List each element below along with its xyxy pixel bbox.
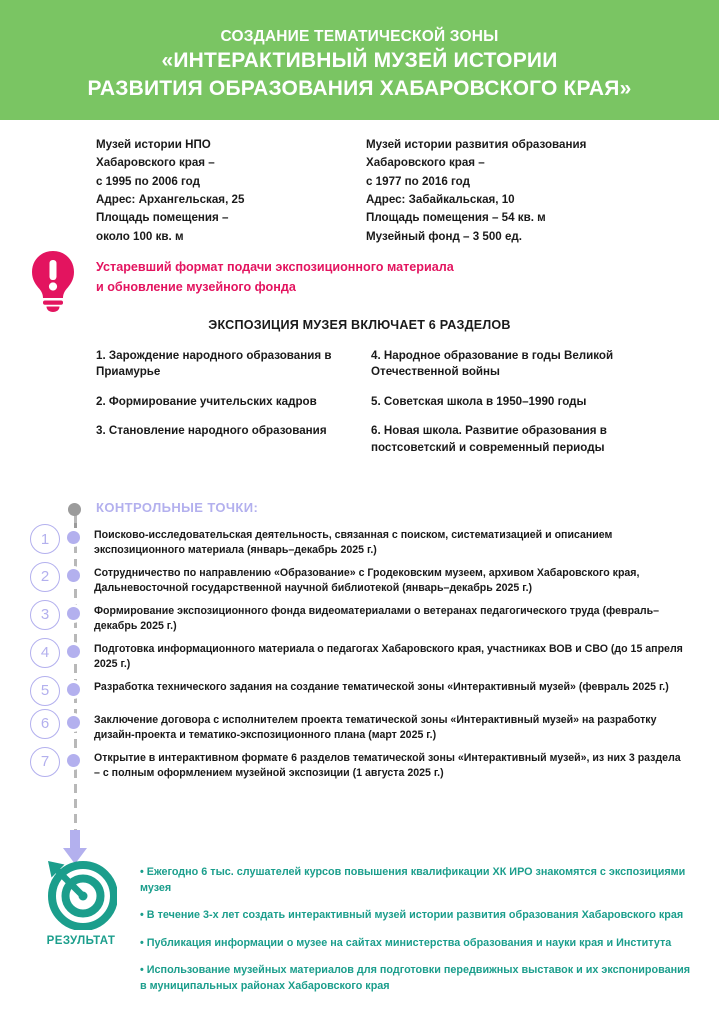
timeline-item [30,680,690,706]
timeline-item [30,713,690,744]
timeline-item-text: Подготовка информационного материала о педагогах Хабаровского края, участниках ВОВ и СВО (до 15 апреля 2025 г.) [94,642,683,671]
exposition-item: 2. Формирование учительских кадров [96,394,317,408]
timeline-item-text: Разработка технического задания на создание тематической зоны «Интерактивный музей» (февраль 2025 г.) [94,680,669,693]
timeline-dot-icon [67,569,80,582]
timeline-dot-icon [67,645,80,658]
timeline-header-row [30,500,690,528]
result-item: • В течение 3-х лет создать интерактивный музей истории развития образования Хабаровского края [140,909,684,922]
museum-info-section [96,136,676,246]
timeline-number-badge: 2 [30,562,60,592]
timeline-number-badge: 1 [30,524,60,554]
timeline-dot-icon [67,607,80,620]
timeline-item-text: Поисково-исследовательская деятельность, связанная с поиском, систематизацией и описанием экспозиционного материала (январь–декабрь 2025 г.) [94,529,613,557]
timeline-item-text: Заключение договора с исполнителем проекта тематической зоны «Интерактивный музей» на разработку дизайн-проекта и тематико-экспозиционного плана (март 2025 г.) [94,713,657,742]
exposition-item: 5. Советская школа в 1950–1990 годы [371,394,587,408]
museum-left-line-3: с 1995 по 2006 год [96,174,200,188]
result-item: • Ежегодно 6 тыс. слушателей курсов повышения квалификации ХК ИРО знакомятся с экспозициями музея [140,866,686,895]
timeline-item [30,642,690,673]
museum-right-line-3: с 1977 по 2016 год [366,174,470,188]
timeline-number-badge: 4 [30,638,60,668]
timeline-item [30,751,690,782]
timeline-item-text: Сотрудничество по направлению «Образование» с Гродековским музеем, архивом Хабаровского края, Дальневосточной государственной научной библиотекой (январь–декабрь 2025 г.) [94,566,640,595]
header-title-line-1: СОЗДАНИЕ ТЕМАТИЧЕСКОЙ ЗОНЫ [220,28,499,46]
timeline-item [30,528,690,559]
problem-line-2: и обновление музейного фонда [96,279,296,294]
exposition-sections-list [96,348,676,456]
header-title-line-3: РАЗВИТИЯ ОБРАЗОВАНИЯ ХАБАРОВСКОГО КРАЯ» [87,77,632,101]
museum-left-line-1: Музей истории НПО [96,138,211,151]
result-item: • Использование музейных материалов для подготовки передвижных выставок и их экспонирования в муниципальных районах Хабаровского края [140,963,691,992]
museum-left-line-5: Площадь помещения – [96,211,229,225]
result-label: РЕЗУЛЬТАТ [46,935,116,947]
result-item: • Публикация информации о музее на сайтах министерства образования и науки края и Института [140,936,672,949]
problem-line-1: Устаревший формат подачи экспозиционного материала [96,260,454,274]
result-items-list [140,864,696,994]
museum-left-line-6: около 100 кв. м [96,229,184,243]
timeline-dot-icon [67,531,80,544]
result-icon-group [26,858,136,947]
exposition-item: 6. Новая школа. Развитие образования в постсоветский и современный периоды [371,424,607,454]
timeline-number-badge: 3 [30,600,60,630]
exposition-column-right [371,348,676,456]
museum-info-column-left [96,136,366,246]
timeline-dot-icon [67,716,80,729]
museum-right-line-5: Площадь помещения – 54 кв. м [366,211,546,225]
timeline-spine-dashed [74,514,77,834]
timeline-item [30,604,690,635]
control-points-timeline [30,500,690,788]
exposition-item: 3. Становление народного образования [96,424,327,438]
museum-info-column-right [366,136,676,246]
timeline-item [30,566,690,597]
museum-left-line-2: Хабаровского края – [96,156,215,170]
timeline-number-badge: 7 [30,747,60,777]
exposition-item: 1. Зарождение народного образования в Приамурье [96,349,332,379]
museum-left-line-4: Адрес: Архангельская, 25 [96,192,245,206]
museum-right-line-6: Музейный фонд – 3 500 ед. [366,229,522,243]
problem-statement-block [30,248,670,312]
museum-right-line-2: Хабаровского края – [366,156,485,170]
problem-statement-text [96,258,454,297]
lightbulb-exclamation-icon [30,250,76,312]
exposition-section-title: ЭКСПОЗИЦИЯ МУЗЕЯ ВКЛЮЧАЕТ 6 РАЗДЕЛОВ [208,318,511,332]
timeline-start-dot-icon [68,503,81,516]
museum-right-line-1: Музей истории развития образования [366,138,587,151]
timeline-dot-icon [67,683,80,696]
header-banner [0,0,719,120]
timeline-item-text: Формирование экспозиционного фонда видеоматериалами о ветеранах педагогического труда (февраль–декабрь 2025 г.) [94,604,660,633]
exposition-column-left [96,348,371,456]
header-title-line-2: «ИНТЕРАКТИВНЫЙ МУЗЕЙ ИСТОРИИ [161,49,558,73]
timeline-dot-icon [67,754,80,767]
result-section [26,858,696,994]
timeline-number-badge: 5 [30,676,60,706]
target-arrow-icon [45,858,117,930]
exposition-item: 4. Народное образование в годы Великой Отечественной войны [371,349,614,379]
timeline-item-text: Открытие в интерактивном формате 6 разделов тематической зоны «Интерактивный музей», из них 3 раздела – с полным оформлением музейной экспозиции (1 августа 2025 г.) [94,751,681,779]
museum-right-line-4: Адрес: Забайкальская, 10 [366,192,515,206]
control-points-heading: КОНТРОЛЬНЫЕ ТОЧКИ: [96,500,259,515]
timeline-number-badge: 6 [30,709,60,739]
